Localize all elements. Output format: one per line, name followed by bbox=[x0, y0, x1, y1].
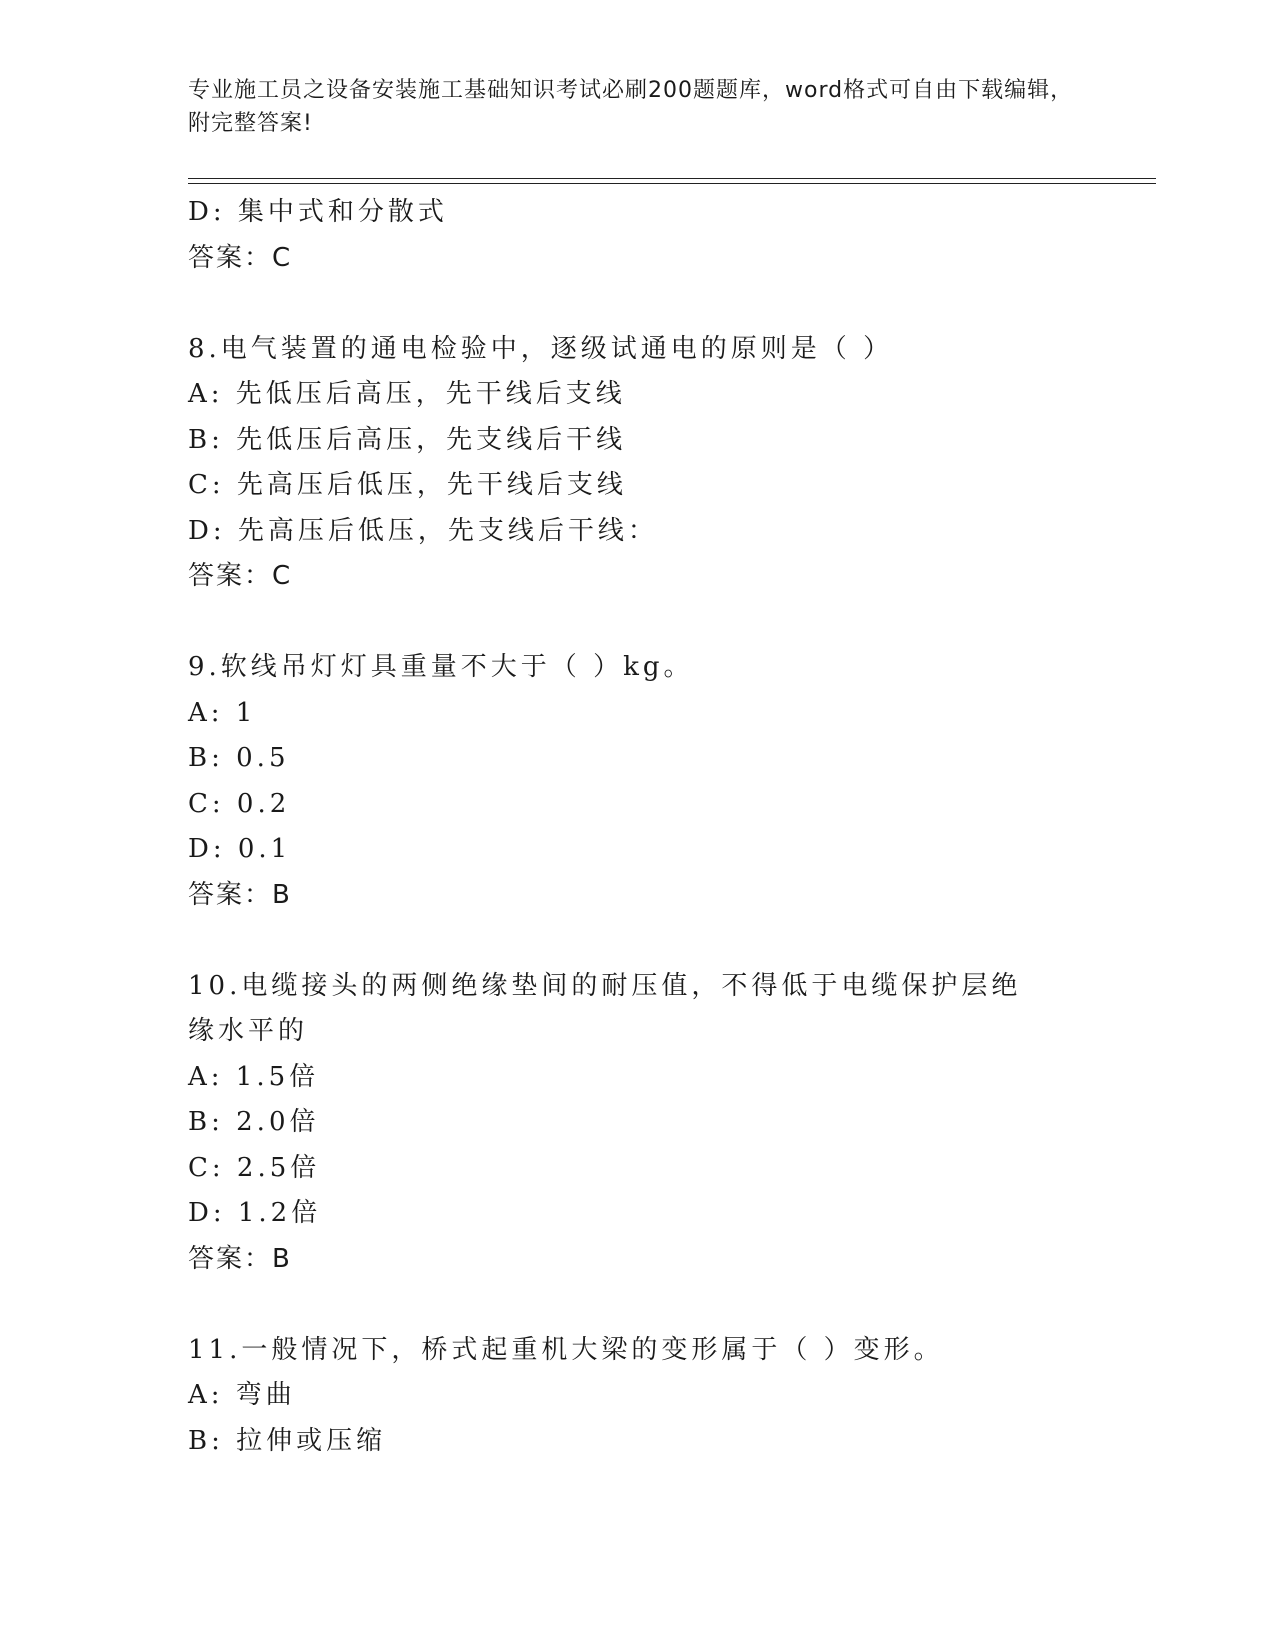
option-d: D: 先高压后低压，先支线后干线： bbox=[188, 515, 658, 546]
page-header: 专业施工员之设备安装施工基础知识考试必刷200题题库，word格式可自由下载编辑，附完整答案! bbox=[188, 78, 1074, 136]
question-stem: 11.一般情况下，桥式起重机大梁的变形属于（ ）变形。 bbox=[188, 1334, 944, 1365]
spacer bbox=[188, 600, 1088, 646]
question-10 bbox=[188, 964, 1088, 1283]
question-list bbox=[188, 190, 1088, 1464]
option-b: B: 先低压后高压，先支线后干线 bbox=[188, 424, 627, 455]
option-a: A: 1 bbox=[188, 697, 257, 728]
option-b: B: 拉伸或压缩 bbox=[188, 1425, 387, 1456]
option-b: B: 2.0倍 bbox=[188, 1107, 320, 1137]
option-c: C: 2.5倍 bbox=[188, 1152, 321, 1183]
spacer bbox=[188, 918, 1088, 964]
question-stem: 10.电缆接头的两侧绝缘垫间的耐压值，不得低于电缆保护层绝缘水平的 bbox=[188, 970, 1022, 1046]
question-stem: 8.电气装置的通电检验中，逐级试通电的原则是（ ） bbox=[188, 333, 894, 364]
option-d: D: 集中式和分散式 bbox=[188, 197, 448, 227]
answer-line: 答案：C bbox=[188, 561, 293, 591]
option-d: D: 0.1 bbox=[188, 834, 292, 864]
option-c: C: 0.2 bbox=[188, 788, 291, 819]
header-divider bbox=[188, 178, 1156, 184]
answer-line: 答案：B bbox=[188, 879, 292, 910]
spacer bbox=[188, 281, 1088, 327]
answer-line: 答案：B bbox=[188, 1243, 292, 1274]
answer-line: 答案：C bbox=[188, 242, 293, 273]
question-8 bbox=[188, 327, 1088, 600]
question-stem: 9.软线吊灯灯具重量不大于（ ）kg。 bbox=[188, 652, 694, 682]
option-b: B: 0.5 bbox=[188, 743, 290, 773]
option-a: A: 先低压后高压，先干线后支线 bbox=[188, 379, 626, 409]
spacer bbox=[188, 1282, 1088, 1328]
question-11 bbox=[188, 1328, 1088, 1465]
option-a: A: 1.5倍 bbox=[188, 1061, 320, 1092]
option-d: D: 1.2倍 bbox=[188, 1198, 322, 1228]
option-c: C: 先高压后低压，先干线后支线 bbox=[188, 470, 627, 500]
option-a: A: 弯曲 bbox=[188, 1380, 296, 1410]
question-9 bbox=[188, 645, 1088, 918]
